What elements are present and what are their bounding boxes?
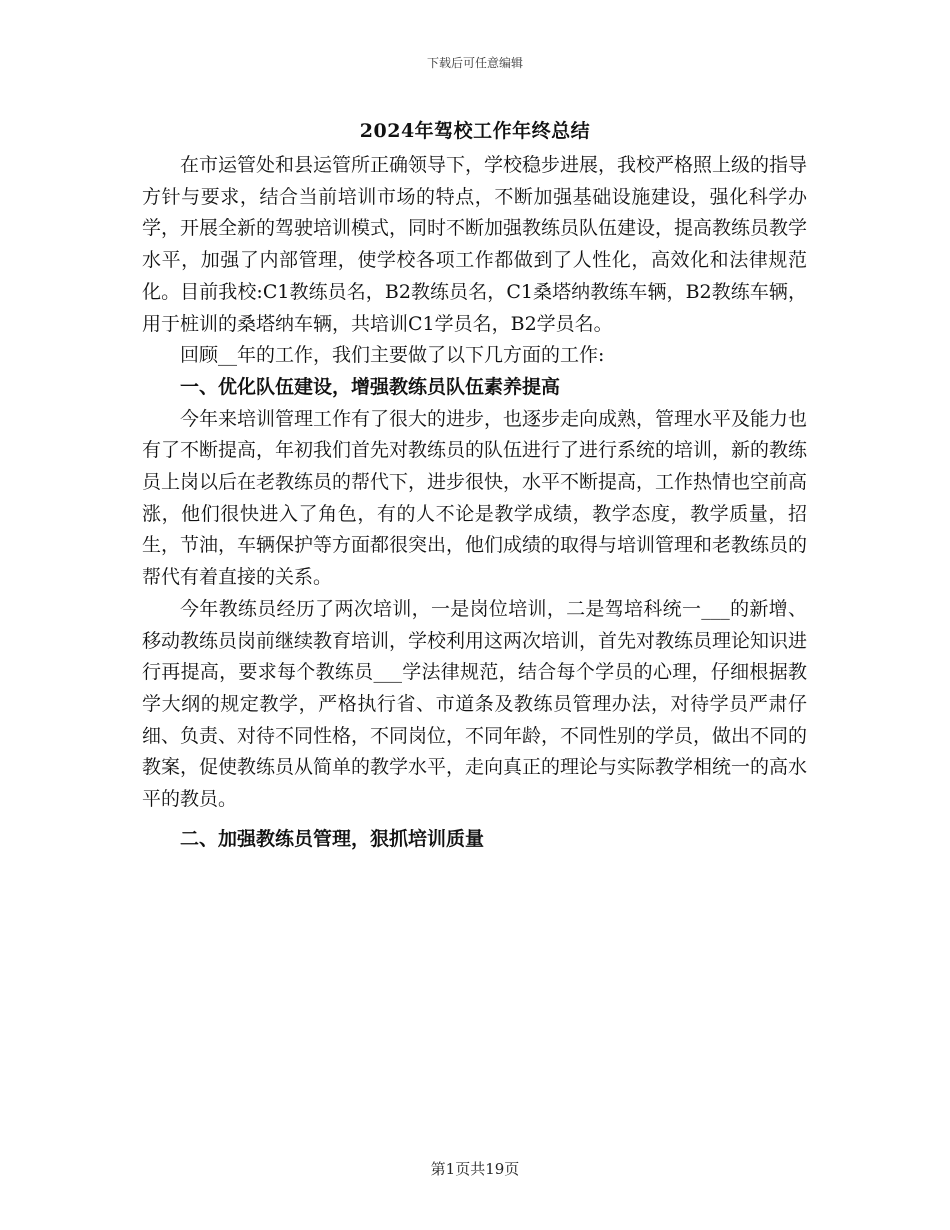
page-number: 第1页共19页 [430, 1160, 520, 1178]
paragraph-section1-b: 今年教练员经历了两次培训，一是岗位培训，二是驾培科统一___的新增、移动教练员岗前继续教育培训，学校利用这两次培训，首先对教练员理论知识进行再提高，要求每个教练员___学法律规范，结合每个学员的心理，仔细根据教学大纲的规定教学，严格执行省、市道条及教练员管理办法，对待学员严肃仔细、负责、对待不同性格，不同岗位，不同年龄，不同性别的学员，做出不同的教案，促使教练员从简单的教学水平，走向真正的理论与实际教学相统一的高水平的教员。 [142, 597, 808, 811]
document-title: 2024年驾校工作年终总结 [359, 120, 591, 142]
section-heading-1: 一、优化队伍建设，增强教练员队伍素养提高 [180, 375, 561, 398]
section-heading-2: 二、加强教练员管理，狠抓培训质量 [180, 827, 485, 850]
paragraph-section1-a: 今年来培训管理工作有了很大的进步，也逐步走向成熟，管理水平及能力也有了不断提高，年初我们首先对教练员的队伍进行了进行系统的培训，新的教练员上岗以后在老教练员的帮代下，进步很快，水平不断提高，工作热情也空前高涨，他们很快进入了角色，有的人不论是教学成绩，教学态度，教学质量，招生，节油，车辆保护等方面都很突出，他们成绩的取得与培训管理和老教练员的帮代有着直接的关系。 [142, 407, 808, 589]
document-body [142, 150, 807, 855]
paragraph-intro: 在市运管处和县运管所正确领导下，学校稳步进展，我校严格照上级的指导方针与要求，结合当前培训市场的特点，不断加强基础设施建设，强化科学办学，开展全新的驾驶培训模式，同时不断加强教练员队伍建设，提高教练员教学水平，加强了内部管理，使学校各项工作都做到了人性化，高效化和法律规范化。目前我校:C1教练员名，B2教练员名，C1桑塔纳教练车辆，B2教练车辆，用于桩训的桑塔纳车辆，共培训C1学员名，B2学员名。 [142, 154, 808, 335]
paragraph-review: 回顾__年的工作，我们主要做了以下几方面的工作: [180, 344, 605, 367]
header-note: 下载后可任意编辑 [426, 56, 523, 70]
